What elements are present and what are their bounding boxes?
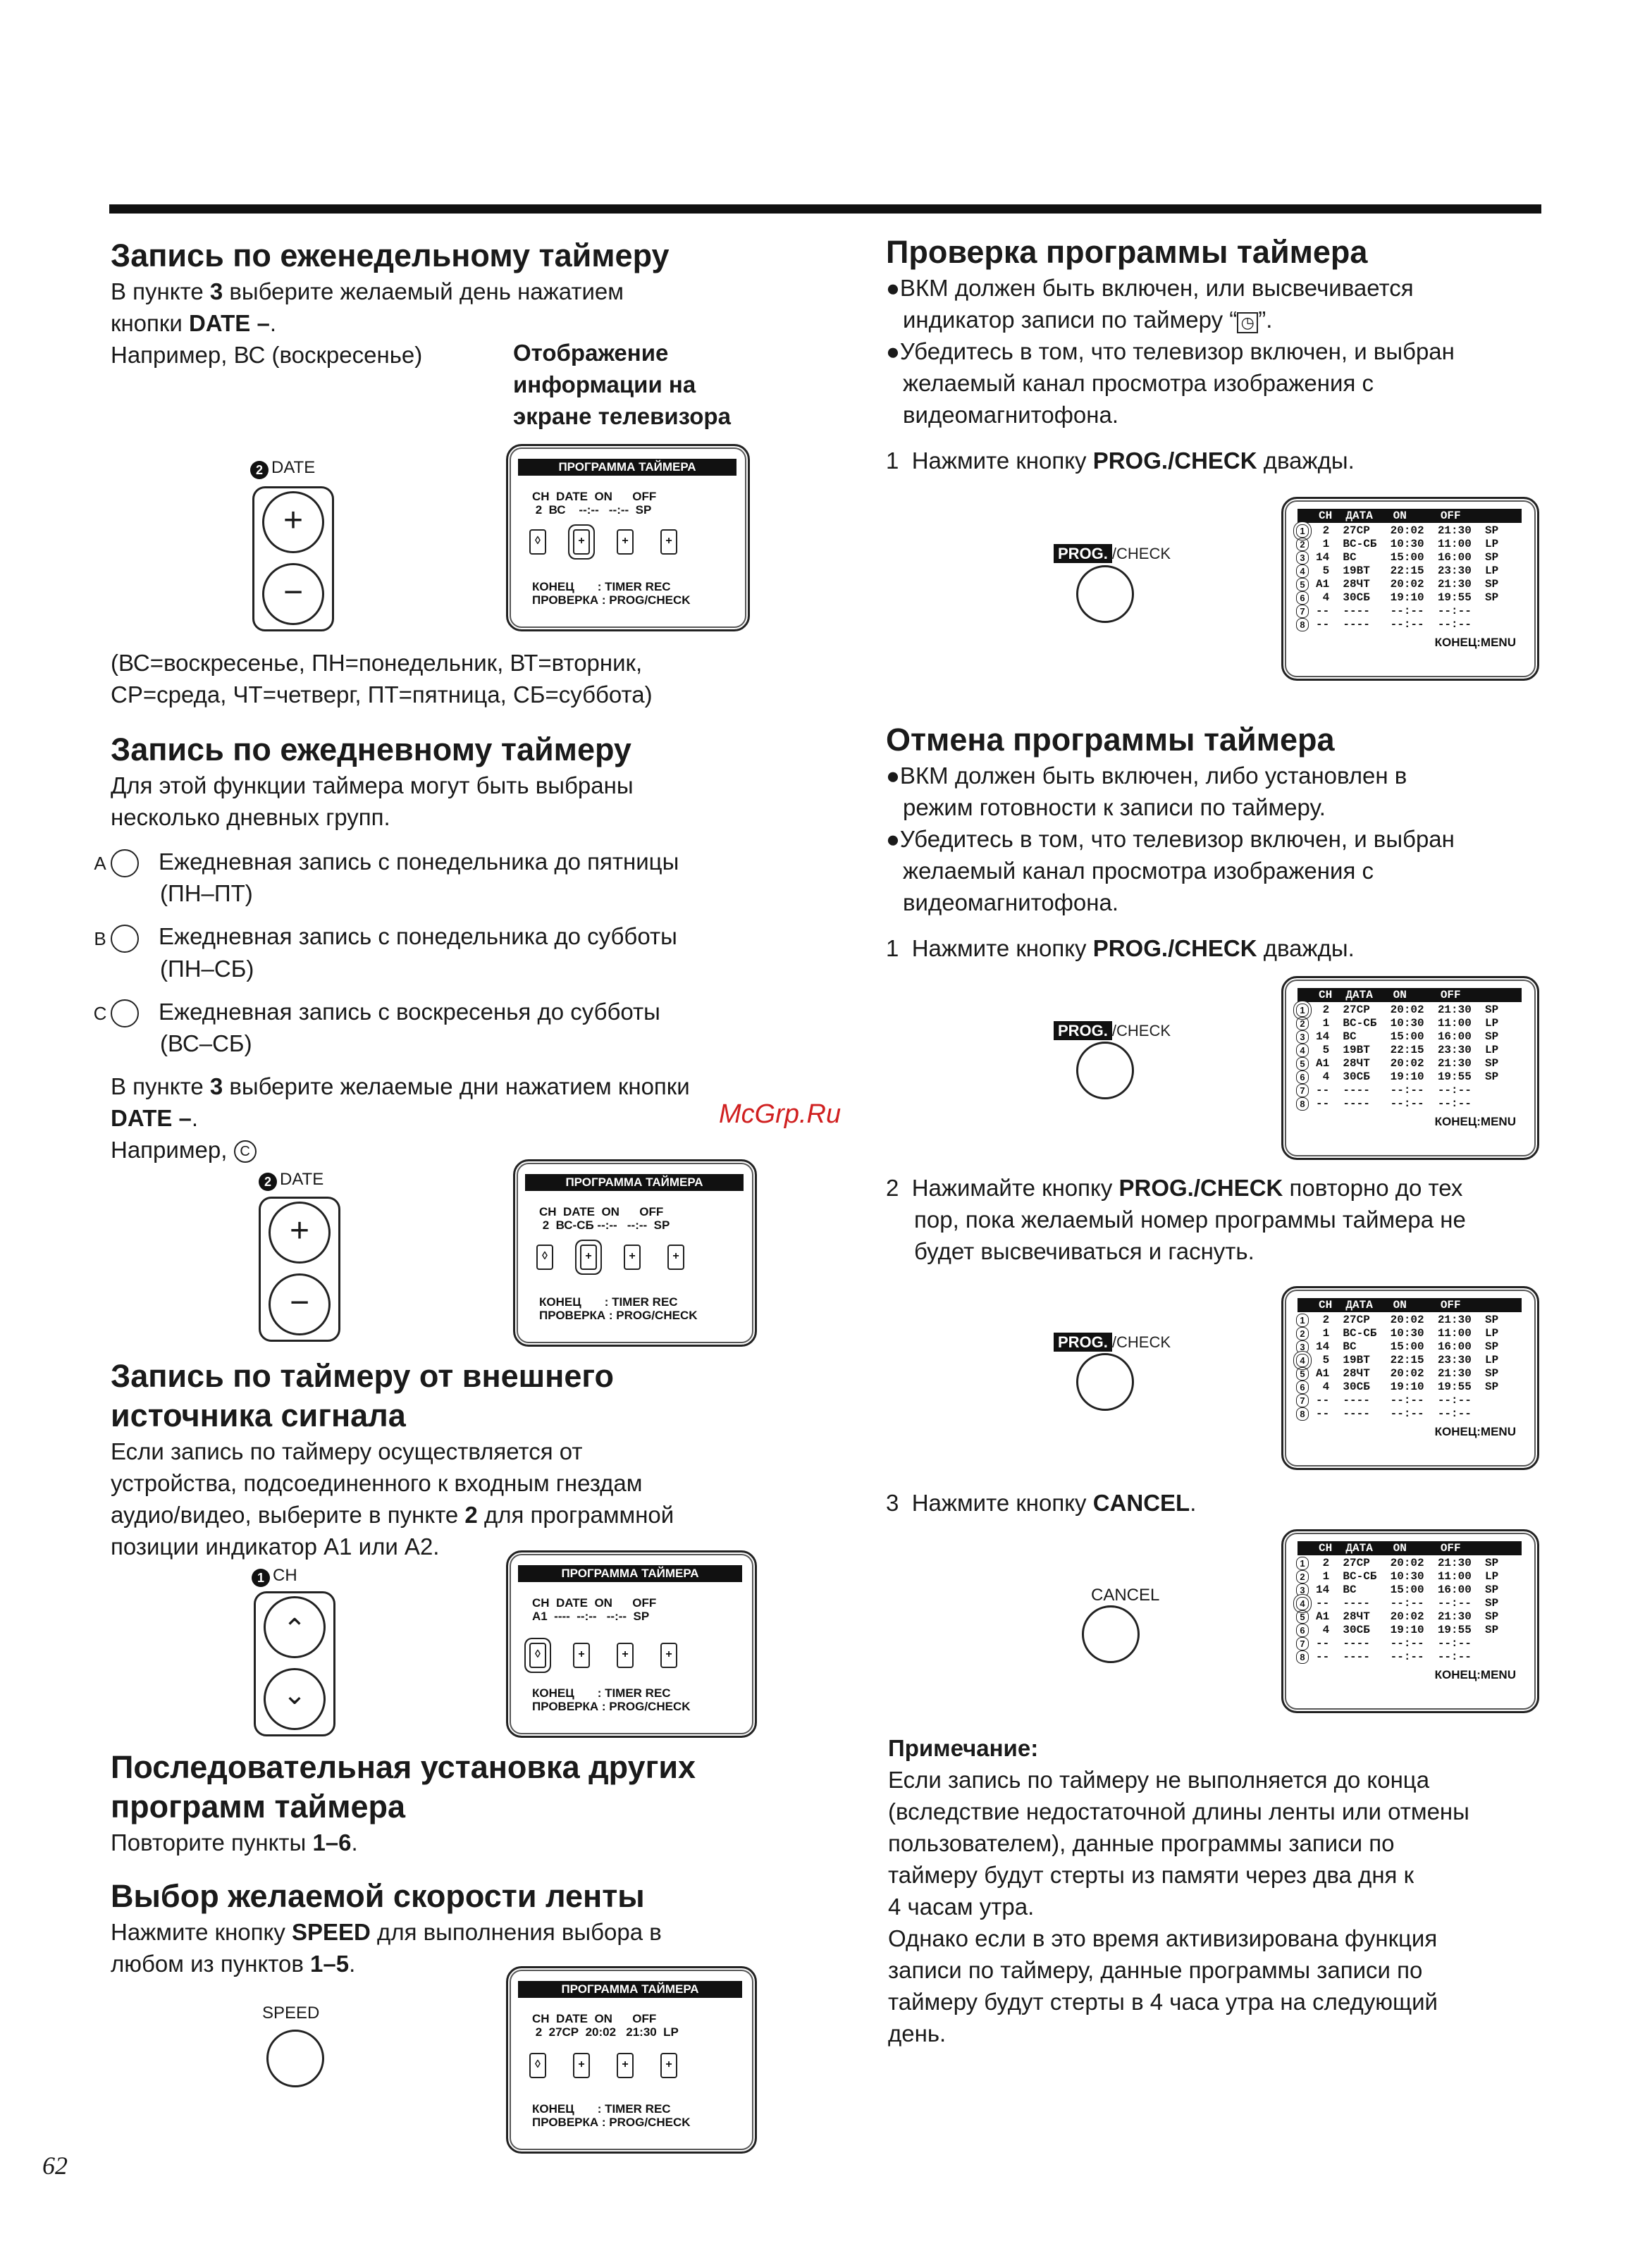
- note-title: Примечание:: [888, 1735, 1039, 1761]
- date-minus-button[interactable]: −: [269, 1273, 331, 1335]
- date-plus-button[interactable]: +: [269, 1202, 331, 1264]
- date-minus-button[interactable]: −: [262, 563, 324, 625]
- list-osd-row: -- ---- --:-- --:--: [1316, 605, 1472, 617]
- page-number: 62: [42, 2152, 68, 2180]
- cancel-program-section: Отмена программы таймера ●ВКМ должен быть включен, либо установлен в режим готовности к записи по таймеру. ●Убедитесь в том, что телевизор включен, и выбран желаемый канал просмотра изображения с видеомагнитофона. 1 Нажмите кнопку PROG./CHECK дважды.: [886, 720, 1548, 964]
- prog-check-label: PROG. /CHECK: [1054, 545, 1171, 563]
- program-number-badge: 6: [1296, 1070, 1309, 1084]
- list-osd-row: A1 28ЧТ 20:02 21:30 SP: [1316, 1057, 1499, 1070]
- osd-program-list-1: [1281, 497, 1539, 681]
- program-number-badge: 5: [1296, 578, 1309, 591]
- ch-down-button[interactable]: ⌄: [264, 1668, 326, 1730]
- speed-button-label: SPEED: [262, 2004, 320, 2023]
- field-icon: +: [660, 529, 677, 555]
- list-osd-row: 5 19ВТ 22:15 23:30 LP: [1316, 564, 1499, 577]
- list-osd-row: 14 ВС 15:00 16:00 SP: [1316, 551, 1499, 564]
- cancel-button[interactable]: [1082, 1605, 1140, 1663]
- speed-section: Выбор желаемой скорости ленты Нажмите кнопку SPEED для выполнения выбора в любом из пунктов 1–5.: [111, 1877, 787, 1980]
- field-icon-active: +: [580, 1245, 597, 1270]
- program-number-badge: 3: [1296, 1340, 1309, 1354]
- days-legend: (ВС=воскресенье, ПН=понедельник, ВТ=вторник, СР=среда, ЧТ=четверг, ПТ=пятница, СБ=суббота): [111, 650, 653, 708]
- list-osd-row: -- ---- --:-- --:--: [1316, 1084, 1472, 1097]
- daily-option-b: B Ежедневная запись с понедельника до субботы (ПН–СБ): [94, 923, 677, 982]
- date-button-label-2: 2 DATE: [259, 1170, 323, 1191]
- osd-field-icons: [529, 2053, 704, 2078]
- field-icon: +: [573, 2053, 590, 2078]
- program-number-badge: 6: [1296, 1381, 1309, 1394]
- weekly-example: Например, ВС (воскресенье): [111, 342, 423, 368]
- display-caption-2: информации на: [513, 371, 696, 397]
- weekly-text-1: В пункте 3 выберите желаемый день нажатием: [111, 278, 624, 304]
- list-osd-footer: КОНЕЦ:MENU: [1434, 1668, 1516, 1681]
- list-osd-row: -- ---- --:-- --:-- SP: [1316, 1597, 1499, 1610]
- osd-check-line: ПРОВЕРКА : PROG/CHECK: [532, 593, 691, 607]
- date-button-pad-2: [259, 1197, 340, 1342]
- program-number-badge: 1: [1296, 1004, 1309, 1017]
- program-number-badge: 8: [1296, 618, 1309, 631]
- list-osd-footer: КОНЕЦ:MENU: [1434, 636, 1516, 649]
- note-line: день.: [888, 2020, 947, 2046]
- list-osd-row: -- ---- --:-- --:--: [1316, 618, 1472, 631]
- list-osd-header: CH ДАТА ON OFF: [1297, 988, 1522, 1002]
- external-source-section: Запись по таймеру от внешнего источника сигнала Если запись по таймеру осуществляется от устройства, подсоединенного к входным гнездам аудио/видео, выберите в пункте 2 для программной позиции индикатор A1 или A2.: [111, 1357, 787, 1562]
- note-line: таймеру будут стерты из памяти через два дня к: [888, 1862, 1414, 1888]
- cancel-step-3: 3 Нажмите кнопку CANCEL.: [886, 1490, 1197, 1516]
- field-icon: +: [573, 1643, 590, 1668]
- program-number-badge: 4: [1296, 1354, 1309, 1367]
- prog-check-label: PROG. /CHECK: [1054, 1022, 1171, 1040]
- osd-screen-daily: ПРОГРАММА ТАЙМЕРА CH DATE ON OFF 2 ВС-СБ --:-- --:-- SP ◊ + + + КОНЕЦ : TIMER REC ПРОВЕРКА : PROG/CHECK: [513, 1159, 757, 1347]
- note-line: Если запись по таймеру не выполняется до конца: [888, 1767, 1430, 1793]
- program-number-badge: 6: [1296, 591, 1309, 605]
- field-icon: ◊: [536, 1245, 553, 1270]
- list-osd-row: 4 30СБ 19:10 19:55 SP: [1316, 1381, 1499, 1393]
- list-osd-row: 14 ВС 15:00 16:00 SP: [1316, 1583, 1499, 1596]
- list-osd-row: -- ---- --:-- --:--: [1316, 1650, 1472, 1663]
- list-osd-row: 2 27СР 20:02 21:30 SP: [1316, 524, 1499, 537]
- field-icon: +: [660, 2053, 677, 2078]
- daily-intro-1: Для этой функции таймера могут быть выбраны: [111, 772, 634, 798]
- program-number-badge: 7: [1296, 1637, 1309, 1650]
- display-caption: [513, 337, 731, 432]
- list-osd-row: 1 ВС-СБ 10:30 11:00 LP: [1316, 1327, 1499, 1340]
- program-number-badge: 5: [1296, 1057, 1309, 1070]
- program-number-badge: 5: [1296, 1367, 1309, 1381]
- daily-timer-section: [93, 730, 787, 1166]
- program-number-badge: 1: [1296, 524, 1309, 538]
- program-number-badge: 3: [1296, 1583, 1309, 1597]
- watermark: McGrp.Ru: [719, 1099, 842, 1129]
- weekly-text-2: кнопки DATE –.: [111, 310, 277, 336]
- osd-program-list-4: [1281, 1529, 1539, 1713]
- program-number-badge: 8: [1296, 1407, 1309, 1421]
- daily-timer-title: Запись по ежедневному таймеру: [111, 731, 631, 767]
- list-osd-header: CH ДАТА ON OFF: [1297, 1541, 1522, 1555]
- program-number-badge: 8: [1296, 1650, 1309, 1664]
- note-body: [888, 1764, 1543, 2049]
- list-osd-row: 14 ВС 15:00 16:00 SP: [1316, 1030, 1499, 1043]
- step-number-badge: 2: [250, 461, 269, 479]
- osd-screen-weekly: [506, 444, 750, 631]
- program-number-badge: 7: [1296, 1084, 1309, 1097]
- note-line: 4 часам утра.: [888, 1894, 1035, 1920]
- list-osd-row: -- ---- --:-- --:--: [1316, 1097, 1472, 1110]
- list-osd-footer: КОНЕЦ:MENU: [1434, 1425, 1516, 1438]
- list-osd-row: 1 ВС-СБ 10:30 11:00 LP: [1316, 538, 1499, 550]
- note-section: [888, 1732, 1543, 2049]
- ch-button-pad: [254, 1591, 335, 1736]
- list-osd-row: 1 ВС-СБ 10:30 11:00 LP: [1316, 1017, 1499, 1030]
- speed-title: Выбор желаемой скорости ленты: [111, 1878, 645, 1914]
- sequential-title-2: программ таймера: [111, 1789, 406, 1825]
- note-line: Однако если в это время активизирована функция: [888, 1925, 1438, 1951]
- note-line: записи по таймеру, данные программы записи по: [888, 1957, 1423, 1983]
- note-line: пользователем), данные программы записи по: [888, 1830, 1395, 1856]
- sequential-section: Последовательная установка других программ таймера Повторите пункты 1–6.: [111, 1748, 787, 1858]
- weekly-timer-title: Запись по еженедельному таймеру: [111, 237, 670, 273]
- list-osd-row: 1 ВС-СБ 10:30 11:00 LP: [1316, 1570, 1499, 1583]
- list-osd-row: 2 27СР 20:02 21:30 SP: [1316, 1314, 1499, 1326]
- osd-header: CH DATE ON OFF: [532, 490, 657, 503]
- program-number-badge: 4: [1296, 1597, 1309, 1610]
- field-icon: +: [624, 1245, 641, 1270]
- list-osd-header: CH ДАТА ON OFF: [1297, 1298, 1522, 1312]
- program-number-badge: 1: [1296, 1557, 1309, 1570]
- list-osd-row: A1 28ЧТ 20:02 21:30 SP: [1316, 1610, 1499, 1623]
- program-number-badge: 8: [1296, 1097, 1309, 1111]
- list-osd-row: A1 28ЧТ 20:02 21:30 SP: [1316, 1367, 1499, 1380]
- list-osd-row: A1 28ЧТ 20:02 21:30 SP: [1316, 578, 1499, 591]
- program-number-badge: 3: [1296, 1030, 1309, 1044]
- prog-check-button[interactable]: [1076, 1353, 1134, 1411]
- program-number-badge: 7: [1296, 1394, 1309, 1407]
- ch-up-button[interactable]: ⌃: [264, 1596, 326, 1658]
- cancel-step-2: 2 Нажимайте кнопку PROG./CHECK повторно до тех пор, пока желаемый номер программы таймера не будет высвечиваться и гаснуть.: [886, 1175, 1466, 1264]
- daily-text-1: В пункте 3 выберите желаемые дни нажатием кнопки: [111, 1073, 690, 1099]
- daily-option-c: C Ежедневная запись с воскресенья до субботы (ВС–СБ): [93, 998, 660, 1056]
- display-caption-3: экране телевизора: [513, 403, 731, 429]
- field-icon-active: ◊: [529, 1643, 546, 1668]
- date-button-pad: [252, 486, 334, 631]
- prog-check-button[interactable]: [1076, 565, 1134, 623]
- osd-program-list-2: [1281, 976, 1539, 1160]
- daily-option-a: A Ежедневная запись с понедельника до пятницы (ПН–ПТ): [94, 848, 679, 907]
- program-number-badge: 2: [1296, 1017, 1309, 1030]
- ch-button-label: 1 CH: [252, 1566, 297, 1587]
- list-osd-row: 5 19ВТ 22:15 23:30 LP: [1316, 1044, 1499, 1056]
- timer-record-icon: ◷: [1237, 312, 1258, 333]
- osd-row: 2 ВС --:-- --:-- SP: [532, 503, 652, 517]
- osd-screen-speed: ПРОГРАММА ТАЙМЕРА CH DATE ON OFF 2 27СР 20:02 21:30 LP ◊ + + + КОНЕЦ : TIMER REC ПРОВЕРКА : PROG/CHECK: [506, 1966, 757, 2154]
- program-number-badge: 2: [1296, 538, 1309, 551]
- daily-intro-2: несколько дневных групп.: [111, 804, 390, 830]
- osd-field-icons: [536, 1245, 711, 1270]
- program-number-badge: 2: [1296, 1570, 1309, 1583]
- field-icon: +: [660, 1643, 677, 1668]
- field-icon-active: +: [573, 529, 590, 555]
- program-number-badge: 4: [1296, 1044, 1309, 1057]
- field-icon: ◊: [529, 529, 546, 555]
- list-osd-row: 14 ВС 15:00 16:00 SP: [1316, 1340, 1499, 1353]
- check-program-title: Проверка программы таймера: [886, 234, 1368, 270]
- date-button-label: 2 DATE: [250, 458, 315, 479]
- step-number-badge: 1: [252, 1569, 270, 1587]
- list-osd-row: 5 19ВТ 22:15 23:30 LP: [1316, 1354, 1499, 1366]
- external-title-2: источника сигнала: [111, 1397, 406, 1433]
- program-number-badge: 1: [1296, 1314, 1309, 1327]
- daily-text-2: DATE –.: [111, 1104, 199, 1131]
- note-line: таймеру будут стерты в 4 часа утра на следующий: [888, 1989, 1438, 2015]
- list-osd-row: 4 30СБ 19:10 19:55 SP: [1316, 1624, 1499, 1636]
- list-osd-row: -- ---- --:-- --:--: [1316, 1407, 1472, 1420]
- list-osd-row: -- ---- --:-- --:--: [1316, 1637, 1472, 1650]
- list-osd-footer: КОНЕЦ:MENU: [1434, 1115, 1516, 1128]
- program-number-badge: 5: [1296, 1610, 1309, 1624]
- list-osd-row: 4 30СБ 19:10 19:55 SP: [1316, 591, 1499, 604]
- top-rule: [109, 204, 1541, 214]
- note-line: (вследствие недостаточной длины ленты или отмены: [888, 1798, 1469, 1825]
- program-number-badge: 6: [1296, 1624, 1309, 1637]
- cancel-button-label: CANCEL: [1091, 1586, 1160, 1605]
- list-osd-row: 2 27СР 20:02 21:30 SP: [1316, 1557, 1499, 1569]
- daily-example: Например, C: [111, 1134, 787, 1166]
- osd-field-icons: [529, 529, 704, 555]
- field-icon: +: [617, 529, 634, 555]
- list-osd-row: 4 30СБ 19:10 19:55 SP: [1316, 1070, 1499, 1083]
- check-program-section: Проверка программы таймера ●ВКМ должен быть включен, или высвечивается индикатор записи по таймеру “ ◷ ”. ●Убедитесь в том, что телевизор включен, и выбран желаемый канал просмотра изображения с видеомагнитофона. 1 Нажмите кнопку PROG./CHECK дважды.: [886, 233, 1548, 476]
- field-icon: +: [617, 2053, 634, 2078]
- osd-title: ПРОГРАММА ТАЙМЕРА: [518, 459, 736, 476]
- prog-check-button[interactable]: [1076, 1042, 1134, 1099]
- sequential-title-1: Последовательная установка других: [111, 1749, 696, 1785]
- field-icon: ◊: [529, 2053, 546, 2078]
- cancel-program-title: Отмена программы таймера: [886, 722, 1335, 758]
- prog-check-label: PROG. /CHECK: [1054, 1333, 1171, 1352]
- osd-end-line: КОНЕЦ : TIMER REC: [532, 580, 671, 593]
- program-number-badge: 4: [1296, 564, 1309, 578]
- program-number-badge: 7: [1296, 605, 1309, 618]
- list-osd-row: -- ---- --:-- --:--: [1316, 1394, 1472, 1407]
- list-osd-header: CH ДАТА ON OFF: [1297, 509, 1522, 523]
- speed-button[interactable]: [266, 2030, 324, 2087]
- step-number-badge: 2: [259, 1173, 277, 1191]
- display-caption-1: Отображение: [513, 340, 669, 366]
- osd-field-icons: [529, 1643, 704, 1668]
- external-title-1: Запись по таймеру от внешнего: [111, 1358, 615, 1394]
- date-plus-button[interactable]: +: [262, 491, 324, 553]
- field-icon: +: [617, 1643, 634, 1668]
- program-number-badge: 2: [1296, 1327, 1309, 1340]
- osd-program-list-3: [1281, 1286, 1539, 1470]
- list-osd-row: 2 27СР 20:02 21:30 SP: [1316, 1004, 1499, 1016]
- program-number-badge: 3: [1296, 551, 1309, 564]
- osd-screen-external: ПРОГРАММА ТАЙМЕРА CH DATE ON OFF A1 ---- --:-- --:-- SP ◊ + + + КОНЕЦ : TIMER REC ПРОВЕРКА : PROG/CHECK: [506, 1550, 757, 1738]
- field-icon: +: [667, 1245, 684, 1270]
